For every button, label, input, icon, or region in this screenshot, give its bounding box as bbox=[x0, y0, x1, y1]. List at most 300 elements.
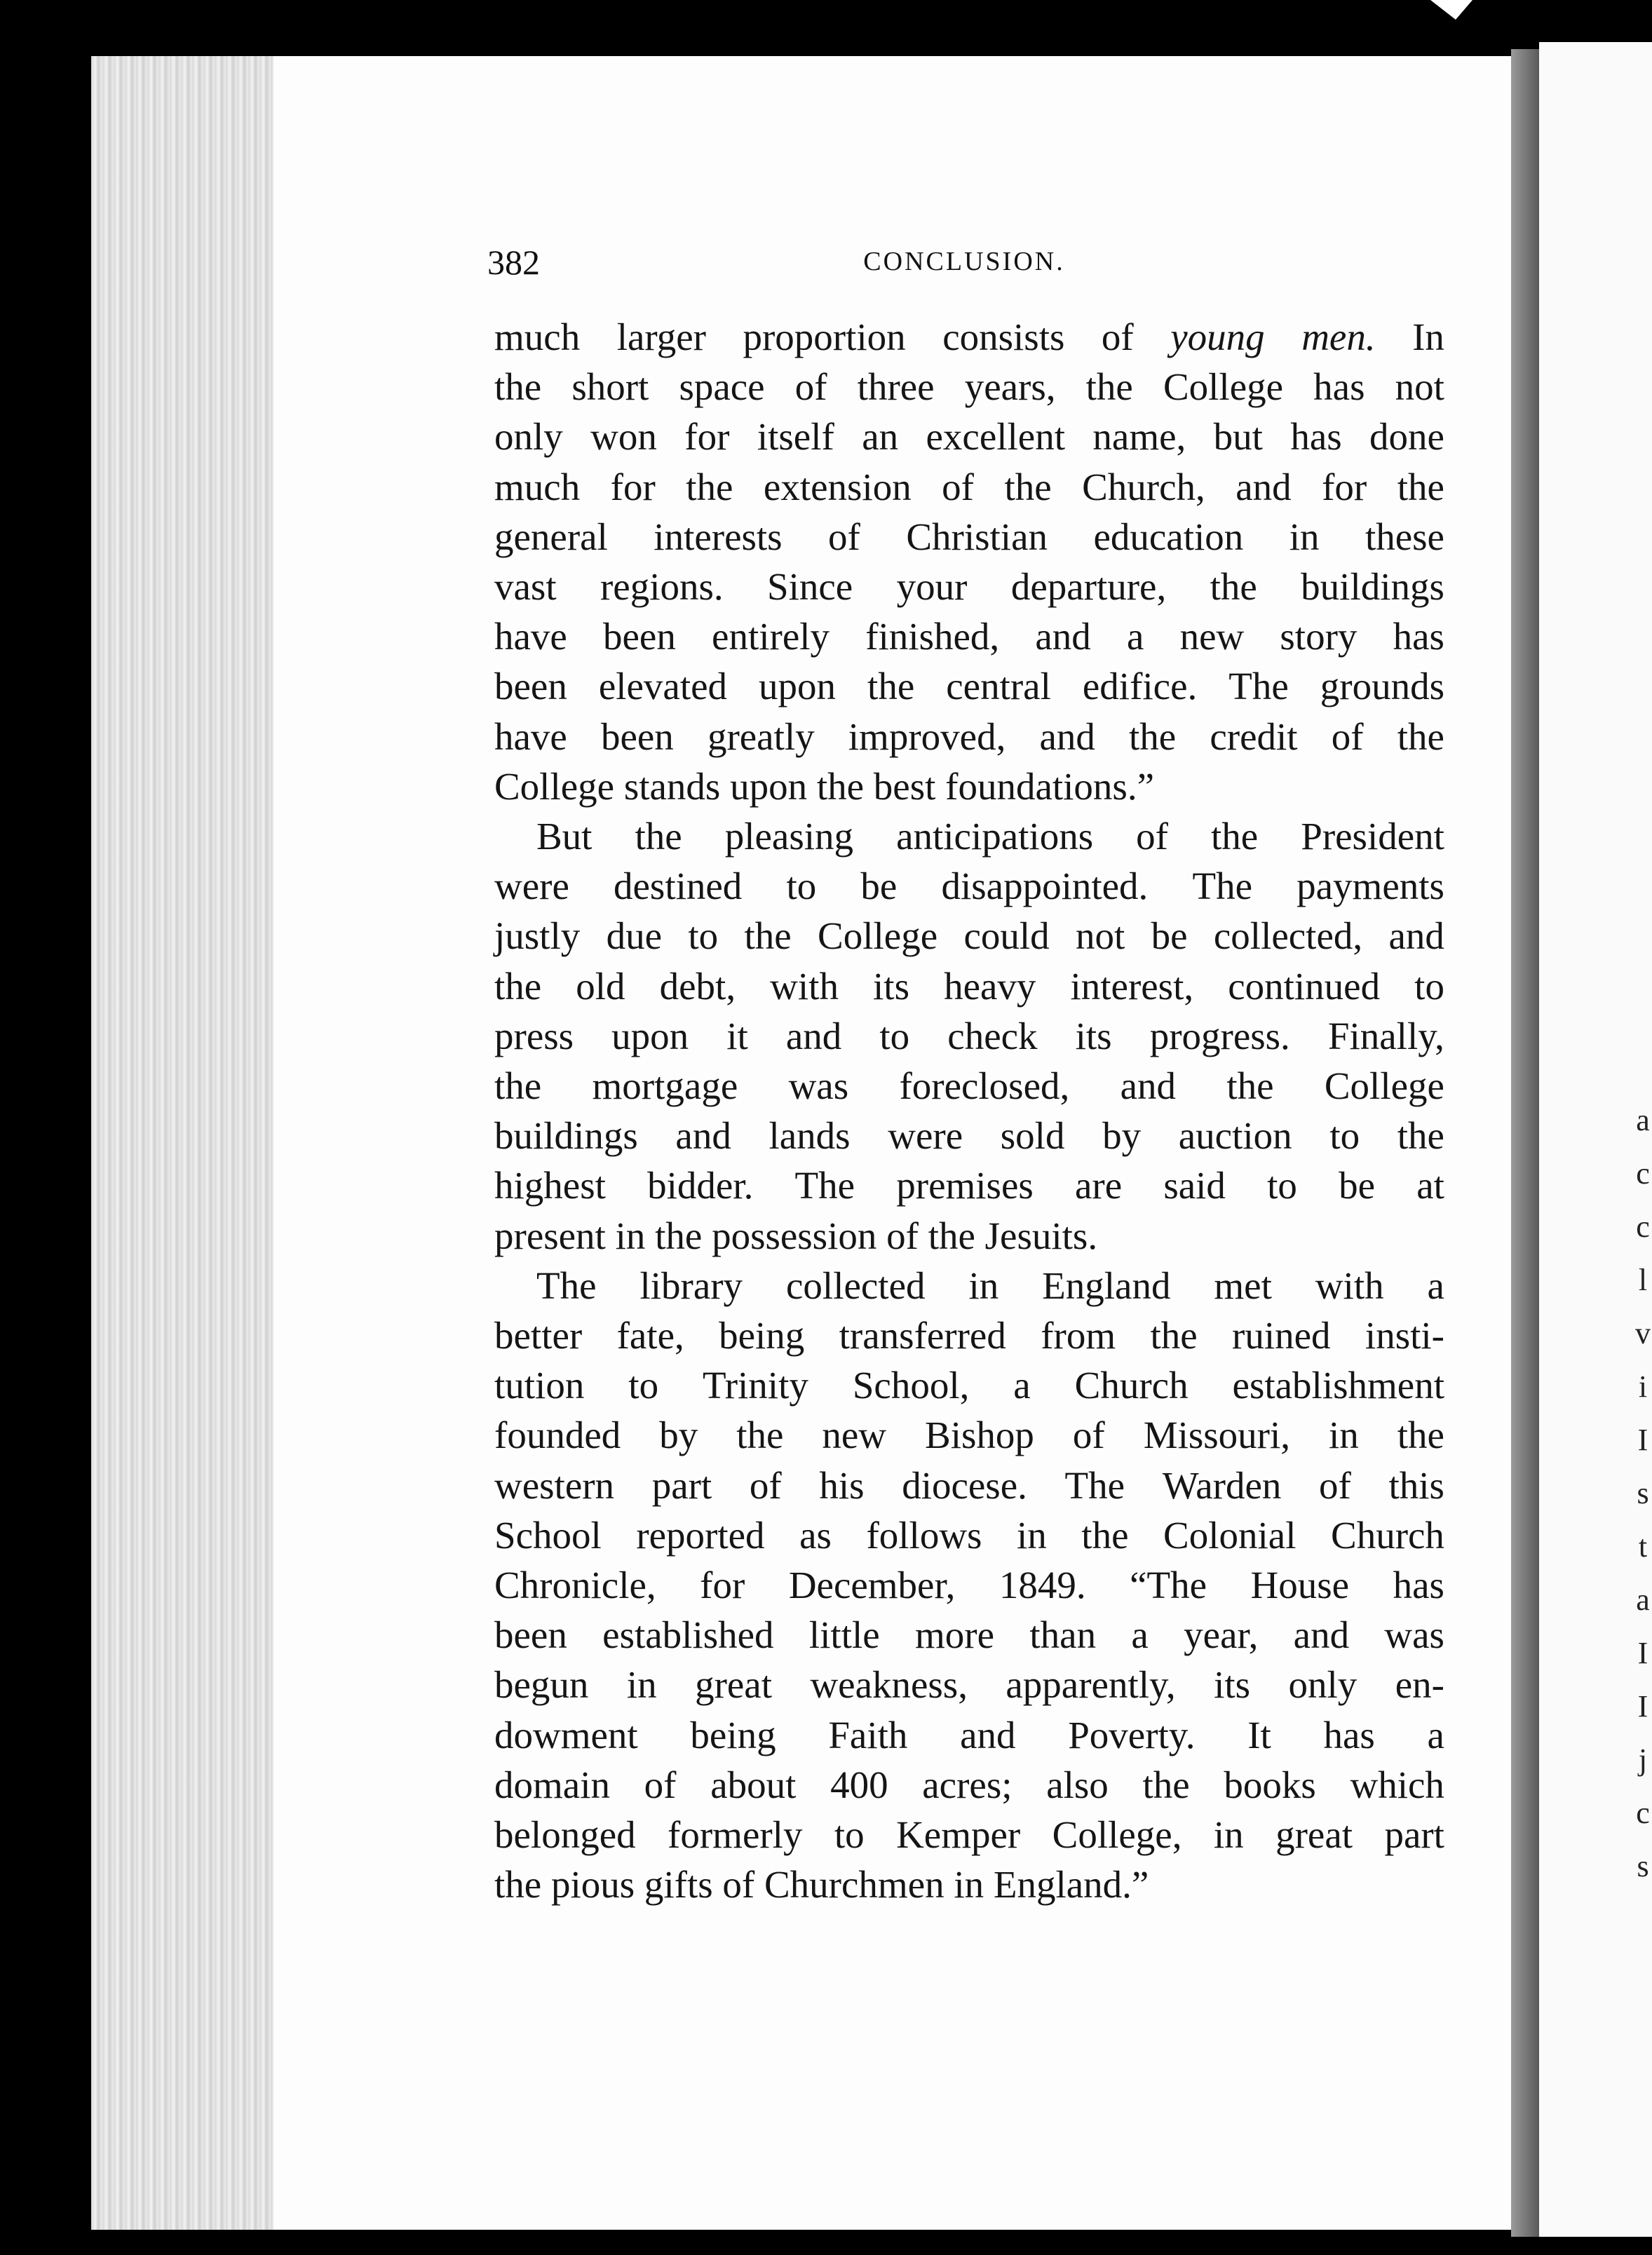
word: Missouri, bbox=[1143, 1414, 1291, 1457]
word: only bbox=[494, 415, 563, 459]
word: transferred bbox=[839, 1314, 1006, 1357]
word: apparently, bbox=[1006, 1663, 1176, 1707]
word: much bbox=[494, 465, 581, 508]
word: established bbox=[602, 1613, 774, 1657]
word: Jesuits. bbox=[984, 1214, 1098, 1257]
word: the bbox=[1085, 365, 1133, 409]
word: College bbox=[1324, 1064, 1444, 1108]
word: Warden bbox=[1162, 1463, 1282, 1507]
word: its bbox=[873, 964, 909, 1008]
word: has bbox=[1323, 1713, 1375, 1756]
word: space bbox=[679, 365, 765, 409]
word: fate, bbox=[616, 1314, 684, 1357]
word: its bbox=[1214, 1663, 1251, 1707]
text-line bbox=[494, 1760, 1444, 1810]
word: a bbox=[1427, 1713, 1444, 1756]
word: Since bbox=[767, 565, 853, 609]
word: are bbox=[1074, 1164, 1123, 1207]
word: in bbox=[1289, 515, 1320, 558]
word: greatly bbox=[707, 715, 815, 758]
word: story bbox=[1280, 615, 1358, 658]
word: part bbox=[1384, 1813, 1444, 1857]
text-line bbox=[494, 1160, 1444, 1210]
paragraph bbox=[494, 1261, 1444, 1910]
word: the bbox=[686, 465, 733, 508]
text-line bbox=[494, 1560, 1444, 1610]
word: of bbox=[749, 1463, 782, 1507]
word: be bbox=[1339, 1164, 1376, 1207]
word: been bbox=[494, 1613, 567, 1657]
word: progress. bbox=[1149, 1014, 1290, 1057]
word: could bbox=[963, 914, 1050, 958]
word: years, bbox=[964, 365, 1056, 409]
word: interests bbox=[654, 515, 783, 558]
word: education bbox=[1093, 515, 1244, 558]
body-text bbox=[494, 312, 1444, 1910]
word: The bbox=[1192, 865, 1252, 908]
word: being bbox=[690, 1713, 776, 1756]
word: year, bbox=[1184, 1613, 1259, 1657]
word: not bbox=[1076, 914, 1125, 958]
word: sold bbox=[1000, 1114, 1065, 1158]
facing-page-letter: i bbox=[1638, 1369, 1648, 1404]
word: Church bbox=[1074, 1364, 1189, 1407]
word: the bbox=[1211, 815, 1259, 858]
word: of bbox=[1136, 815, 1168, 858]
word: and bbox=[1235, 465, 1292, 508]
word: the bbox=[1397, 1114, 1444, 1158]
word: Churchmen bbox=[764, 1863, 954, 1907]
word: have bbox=[494, 615, 567, 658]
word: a bbox=[1427, 1264, 1444, 1307]
word: three bbox=[857, 365, 935, 409]
word: to bbox=[628, 1364, 659, 1407]
word: western bbox=[494, 1463, 615, 1507]
word: in bbox=[1016, 1513, 1047, 1557]
word: credit bbox=[1210, 715, 1298, 758]
word: won bbox=[590, 415, 657, 459]
word: great bbox=[1275, 1813, 1353, 1857]
word: continued bbox=[1228, 964, 1381, 1008]
word: books bbox=[1224, 1763, 1316, 1806]
word: lands bbox=[769, 1114, 851, 1158]
text-line bbox=[494, 1410, 1444, 1460]
text-line bbox=[494, 412, 1444, 461]
word: general bbox=[494, 515, 608, 558]
word: highest bbox=[494, 1164, 606, 1207]
word: foreclosed, bbox=[899, 1064, 1070, 1108]
word: weakness, bbox=[810, 1663, 968, 1707]
word: disappointed. bbox=[941, 865, 1149, 908]
word: gifts bbox=[644, 1863, 723, 1907]
word: by bbox=[659, 1414, 698, 1457]
word: mortgage bbox=[592, 1064, 738, 1108]
facing-page-letter: a bbox=[1636, 1103, 1650, 1137]
word: for bbox=[610, 465, 656, 508]
word: new bbox=[822, 1414, 887, 1457]
word: formerly bbox=[668, 1813, 803, 1857]
word: The bbox=[794, 1164, 855, 1207]
text-line bbox=[494, 1111, 1444, 1160]
word: School, bbox=[852, 1364, 970, 1407]
word: edifice. bbox=[1082, 665, 1198, 708]
word: be bbox=[860, 865, 898, 908]
word: library bbox=[639, 1264, 743, 1307]
word: College bbox=[494, 764, 624, 808]
facing-page-letter: s bbox=[1637, 1476, 1649, 1510]
word: the bbox=[494, 1863, 551, 1907]
word: Trinity bbox=[703, 1364, 808, 1407]
word: of bbox=[1319, 1463, 1351, 1507]
word: begun bbox=[494, 1663, 589, 1707]
facing-page-letter: c bbox=[1636, 1156, 1650, 1191]
word: Church bbox=[1331, 1513, 1444, 1557]
word: were bbox=[494, 865, 569, 908]
word: upon bbox=[611, 1014, 689, 1057]
word: December, bbox=[788, 1564, 956, 1607]
word: improved, bbox=[848, 715, 1006, 758]
word: larger bbox=[616, 316, 706, 358]
facing-page-letter: a bbox=[1636, 1583, 1650, 1617]
word: to bbox=[688, 914, 719, 958]
word: of bbox=[886, 1214, 928, 1257]
word: and bbox=[960, 1713, 1016, 1756]
word: departure, bbox=[1010, 565, 1167, 609]
word: en- bbox=[1395, 1663, 1444, 1707]
text-line bbox=[494, 961, 1444, 1011]
word: of bbox=[1072, 1414, 1105, 1457]
word: reported bbox=[636, 1513, 765, 1557]
word: about bbox=[710, 1763, 797, 1806]
facing-page-letter: j bbox=[1638, 1742, 1648, 1777]
word: the bbox=[928, 1214, 985, 1257]
word: of bbox=[828, 515, 860, 558]
text-line bbox=[494, 462, 1444, 512]
word: interest, bbox=[1070, 964, 1194, 1008]
word: better bbox=[494, 1314, 583, 1357]
text-line bbox=[494, 562, 1444, 611]
text-line bbox=[494, 611, 1444, 661]
text-line bbox=[494, 1211, 1444, 1261]
word: with bbox=[770, 964, 839, 1008]
word: finished, bbox=[865, 615, 1000, 658]
word: and bbox=[1120, 1064, 1176, 1108]
word: been bbox=[494, 665, 567, 708]
word: acres; bbox=[922, 1763, 1013, 1806]
word: in bbox=[1329, 1414, 1359, 1457]
word: the bbox=[1142, 1763, 1190, 1806]
word: has bbox=[1290, 415, 1342, 459]
word: present bbox=[494, 1214, 616, 1257]
word: and bbox=[785, 1014, 842, 1057]
word: auction bbox=[1178, 1114, 1292, 1158]
word: College bbox=[1163, 365, 1284, 409]
word: England bbox=[1042, 1264, 1171, 1307]
text-line bbox=[494, 712, 1444, 761]
facing-page-letter: s bbox=[1637, 1849, 1649, 1883]
word: have bbox=[494, 715, 567, 758]
word: The bbox=[1228, 665, 1289, 708]
word: was bbox=[1384, 1613, 1444, 1657]
paragraph bbox=[494, 811, 1444, 1261]
word: old bbox=[576, 964, 625, 1008]
word: upon bbox=[759, 665, 837, 708]
facing-page-text bbox=[1634, 1094, 1652, 1893]
text-line bbox=[494, 1710, 1444, 1760]
word: best bbox=[873, 764, 946, 808]
word: the bbox=[1150, 1314, 1198, 1357]
word: the bbox=[1081, 1513, 1129, 1557]
word: the bbox=[1397, 1414, 1444, 1457]
word: check bbox=[947, 1014, 1038, 1057]
word: belonged bbox=[494, 1813, 636, 1857]
word: in bbox=[968, 1264, 999, 1307]
italic-word: men. bbox=[1301, 316, 1376, 358]
word: to bbox=[786, 865, 817, 908]
book-gutter bbox=[1511, 49, 1539, 2237]
word: collected, bbox=[1213, 914, 1363, 958]
word: due bbox=[606, 914, 663, 958]
word: the bbox=[494, 1064, 542, 1108]
word: justly bbox=[494, 914, 581, 958]
paragraph bbox=[494, 312, 1444, 811]
word: being bbox=[719, 1314, 805, 1357]
word: the bbox=[635, 815, 682, 858]
word: done bbox=[1369, 415, 1444, 459]
text-line bbox=[494, 1660, 1444, 1709]
word: name, bbox=[1092, 415, 1186, 459]
word: excellent bbox=[926, 415, 1066, 459]
facing-page-letter: I bbox=[1637, 1689, 1648, 1724]
word: diocese. bbox=[902, 1463, 1027, 1507]
word: its bbox=[1075, 1014, 1112, 1057]
word: consists bbox=[942, 316, 1065, 358]
page-number: 382 bbox=[487, 243, 540, 282]
word: It bbox=[1247, 1713, 1271, 1756]
text-line bbox=[494, 661, 1444, 711]
facing-page-letter: c bbox=[1636, 1210, 1650, 1244]
word: of bbox=[1101, 316, 1134, 358]
word: heavy bbox=[944, 964, 1036, 1008]
text-line bbox=[494, 1461, 1444, 1510]
word: and bbox=[675, 1114, 731, 1158]
facing-page-letter: v bbox=[1635, 1316, 1651, 1350]
word: a bbox=[1131, 1613, 1149, 1657]
word: anticipations bbox=[896, 815, 1094, 858]
word: the bbox=[494, 365, 542, 409]
word: with bbox=[1315, 1264, 1384, 1307]
word: been bbox=[600, 715, 674, 758]
text-line bbox=[494, 861, 1444, 911]
word: the bbox=[736, 1414, 784, 1457]
word: to bbox=[834, 1813, 865, 1857]
word: The bbox=[1064, 1463, 1125, 1507]
word: pleasing bbox=[724, 815, 854, 858]
text-line bbox=[494, 1810, 1444, 1860]
italic-word: young bbox=[1170, 316, 1265, 358]
word: an bbox=[862, 415, 899, 459]
word: bidder. bbox=[647, 1164, 754, 1207]
word: the bbox=[1210, 565, 1257, 609]
word: domain bbox=[494, 1763, 610, 1806]
word: President bbox=[1301, 815, 1444, 858]
word: debt, bbox=[659, 964, 736, 1008]
word: your bbox=[896, 565, 968, 609]
word: Kemper bbox=[896, 1813, 1021, 1857]
word: met bbox=[1214, 1264, 1272, 1307]
word: of bbox=[1331, 715, 1364, 758]
word: as bbox=[799, 1513, 832, 1557]
word: the bbox=[1397, 715, 1444, 758]
word: But bbox=[536, 815, 593, 858]
word: has bbox=[1313, 365, 1365, 409]
word: for bbox=[1322, 465, 1367, 508]
facing-page-letter: I bbox=[1637, 1423, 1648, 1457]
word: follows bbox=[866, 1513, 982, 1557]
word: stands bbox=[623, 764, 731, 808]
word: the bbox=[867, 665, 915, 708]
word: buildings bbox=[1301, 565, 1444, 609]
word: grounds bbox=[1320, 665, 1444, 708]
page-header bbox=[487, 242, 1441, 291]
word: buildings bbox=[494, 1114, 638, 1158]
word: be bbox=[1151, 914, 1188, 958]
word: ruined bbox=[1232, 1314, 1331, 1357]
corner-mark bbox=[1430, 0, 1472, 20]
word: been bbox=[603, 615, 676, 658]
text-line bbox=[494, 1360, 1444, 1410]
word: House bbox=[1250, 1564, 1350, 1607]
word: also bbox=[1046, 1763, 1109, 1806]
word: it bbox=[726, 1014, 748, 1057]
word: to bbox=[1414, 964, 1444, 1008]
word: which bbox=[1350, 1763, 1444, 1806]
word: part bbox=[651, 1463, 712, 1507]
word: founded bbox=[494, 1414, 621, 1457]
word: collected bbox=[786, 1264, 926, 1307]
text-line bbox=[494, 811, 1444, 861]
word: establishment bbox=[1232, 1364, 1444, 1407]
word: these bbox=[1365, 515, 1444, 558]
word: School bbox=[494, 1513, 602, 1557]
text-line bbox=[494, 362, 1444, 412]
word: of bbox=[942, 465, 974, 508]
word: insti- bbox=[1365, 1314, 1444, 1357]
text-line bbox=[494, 1610, 1444, 1660]
word: Finally, bbox=[1327, 1014, 1444, 1057]
word: the bbox=[744, 914, 792, 958]
word: new bbox=[1179, 615, 1245, 658]
text-line bbox=[494, 1061, 1444, 1111]
facing-page-letter: l bbox=[1638, 1263, 1648, 1297]
word: in bbox=[1213, 1813, 1244, 1857]
word: but bbox=[1213, 415, 1263, 459]
word: the bbox=[1226, 1064, 1274, 1108]
word: at bbox=[1416, 1164, 1444, 1207]
word: in bbox=[615, 1214, 656, 1257]
word: in bbox=[954, 1863, 994, 1907]
word: this bbox=[1388, 1463, 1444, 1507]
word: “The bbox=[1130, 1564, 1207, 1607]
word: Bishop bbox=[925, 1414, 1034, 1457]
word: and bbox=[1388, 914, 1444, 958]
word: not bbox=[1395, 365, 1444, 409]
text-line bbox=[494, 1510, 1444, 1560]
word: itself bbox=[757, 415, 834, 459]
word: for bbox=[700, 1564, 745, 1607]
text-line bbox=[494, 312, 1444, 362]
word: Poverty. bbox=[1068, 1713, 1196, 1756]
word: payments bbox=[1296, 865, 1444, 908]
word: his bbox=[819, 1463, 865, 1507]
word: was bbox=[788, 1064, 849, 1108]
word: to bbox=[879, 1014, 910, 1057]
running-head: CONCLUSION. bbox=[863, 247, 1065, 276]
word: than bbox=[1029, 1613, 1097, 1657]
text-line bbox=[494, 1860, 1444, 1909]
word: In bbox=[1412, 316, 1444, 358]
word: College bbox=[818, 914, 938, 958]
word: pious bbox=[550, 1863, 644, 1907]
word: much bbox=[494, 316, 581, 358]
word: tution bbox=[494, 1364, 585, 1407]
word: extension bbox=[763, 465, 912, 508]
word: said bbox=[1163, 1164, 1226, 1207]
word: dowment bbox=[494, 1713, 638, 1756]
text-line bbox=[494, 512, 1444, 562]
word: premises bbox=[896, 1164, 1034, 1207]
word: to bbox=[1329, 1114, 1360, 1158]
word: were bbox=[888, 1114, 963, 1158]
word: 1849. bbox=[998, 1564, 1086, 1607]
word: central bbox=[946, 665, 1051, 708]
word: the bbox=[655, 1214, 712, 1257]
word: vast bbox=[494, 565, 557, 609]
word: by bbox=[1102, 1114, 1142, 1158]
facing-page-letter: t bbox=[1638, 1529, 1648, 1564]
word: College, bbox=[1052, 1813, 1182, 1857]
word: and bbox=[1039, 715, 1095, 758]
text-line bbox=[494, 761, 1444, 811]
word: Colonial bbox=[1163, 1513, 1296, 1557]
word: the bbox=[1129, 715, 1177, 758]
word: great bbox=[695, 1663, 772, 1707]
word: entirely bbox=[712, 615, 830, 658]
word: press bbox=[494, 1014, 574, 1057]
word: of bbox=[722, 1863, 764, 1907]
word: a bbox=[1013, 1364, 1031, 1407]
book-page-edges bbox=[91, 56, 280, 2230]
word: proportion bbox=[743, 316, 906, 358]
text-line bbox=[494, 1011, 1444, 1061]
word: 400 bbox=[830, 1763, 888, 1806]
word: from bbox=[1041, 1314, 1116, 1357]
word: the bbox=[494, 964, 542, 1008]
word: The bbox=[536, 1264, 597, 1307]
word: Faith bbox=[828, 1713, 908, 1756]
word: short bbox=[571, 365, 649, 409]
word: destined bbox=[614, 865, 743, 908]
word: little bbox=[808, 1613, 880, 1657]
word: Chronicle, bbox=[494, 1564, 656, 1607]
word: regions. bbox=[600, 565, 724, 609]
text-line bbox=[494, 1311, 1444, 1360]
word: for bbox=[684, 415, 730, 459]
facing-page-letter: I bbox=[1637, 1636, 1648, 1670]
word: in bbox=[626, 1663, 657, 1707]
word: has bbox=[1393, 1564, 1444, 1607]
word: has bbox=[1393, 615, 1444, 658]
